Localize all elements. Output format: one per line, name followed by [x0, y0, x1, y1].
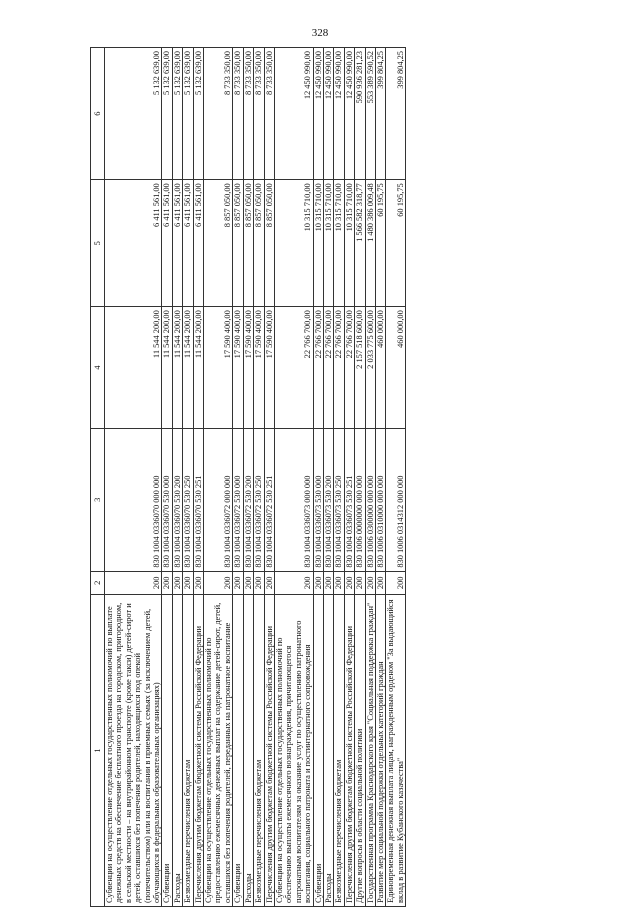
row-amount-col5-cell: 8 857 050,00 — [254, 180, 264, 307]
row-budget-classification-code-cell: 830 1006 0310000 000 000 — [375, 428, 385, 571]
row-name-cell: Субвенции — [162, 594, 172, 906]
row-amount-col5-cell: 60 195,75 — [375, 180, 385, 307]
row-budget-classification-code-cell: 830 1004 0336073 530 200 — [323, 428, 333, 571]
table-row — [254, 48, 264, 907]
row-admin-code-cell: 200 — [105, 571, 162, 594]
row-name-cell: Субвенции на осуществление отдельных государственных полномочий по выплате денежных средств на обеспечение бесплатного проезда на городском, пригородном, в сельской местности – на внутрирайонном транспорте (кроме такси) детей-сирот и детей, оставшихся без попечения родителей, находящихся под опекой (попечительством) или на воспитании в приемных семьях (за исключением детей, обучающихся в федеральных образовательных организациях) — [105, 594, 162, 906]
row-amount-col4-cell: 17 590 400,00 — [254, 307, 264, 429]
row-name-cell: Расходы — [243, 594, 253, 906]
row-name-cell: Развитие мер социальной поддержки отдельных категорий граждан — [375, 594, 385, 906]
row-amount-col4-cell: 11 544 200,00 — [172, 307, 182, 429]
table-row — [274, 48, 313, 907]
header-col-6: 6 — [91, 48, 105, 180]
table-row — [355, 48, 365, 907]
row-amount-col6-cell: 12 450 990,00 — [313, 48, 323, 180]
row-amount-col5-cell: 6 411 561,00 — [172, 180, 182, 307]
row-amount-col6-cell: 8 733 350,00 — [233, 48, 243, 180]
budget-table-container — [90, 47, 545, 907]
row-amount-col5-cell: 10 315 710,00 — [344, 180, 354, 307]
row-amount-col6-cell: 12 450 990,00 — [344, 48, 354, 180]
table-row — [365, 48, 375, 907]
row-amount-col5-cell: 10 315 710,00 — [274, 180, 313, 307]
row-amount-col4-cell: 11 544 200,00 — [183, 307, 193, 429]
row-name-cell: Перечисления другим бюджетам бюджетной системы Российской Федерации — [264, 594, 274, 906]
row-amount-col6-cell: 5 132 639,00 — [162, 48, 172, 180]
row-amount-col4-cell: 17 590 400,00 — [204, 307, 233, 429]
table-row — [162, 48, 172, 907]
table-row — [243, 48, 253, 907]
row-name-cell: Другие вопросы в области социальной политики — [355, 594, 365, 906]
row-budget-classification-code-cell: 830 1004 0336070 530 000 — [162, 428, 172, 571]
row-amount-col4-cell: 460 000,00 — [375, 307, 385, 429]
row-amount-col5-cell: 1 480 386 009,48 — [365, 180, 375, 307]
row-name-cell: Субвенции на осуществление отдельных государственных полномочий по обеспечению выплаты ежемесячного вознаграждения, причитающегося патронатным воспитателям за оказание услуг по осуществлению патронатного воспитания, социального патроната и постинтернатного сопровождения — [274, 594, 313, 906]
row-amount-col4-cell: 22 766 700,00 — [274, 307, 313, 429]
row-budget-classification-code-cell: 830 1006 0300000 000 000 — [365, 428, 375, 571]
row-amount-col6-cell: 5 132 639,00 — [193, 48, 203, 180]
row-budget-classification-code-cell: 830 1004 0336073 000 000 — [274, 428, 313, 571]
row-budget-classification-code-cell: 830 1004 0336072 530 250 — [254, 428, 264, 571]
row-amount-col5-cell: 10 315 710,00 — [334, 180, 344, 307]
row-admin-code-cell: 200 — [233, 571, 243, 594]
header-col-4: 4 — [91, 307, 105, 429]
row-budget-classification-code-cell: 830 1004 0336070 000 000 — [105, 428, 162, 571]
row-amount-col4-cell: 17 590 400,00 — [264, 307, 274, 429]
row-amount-col6-cell: 5 132 639,00 — [183, 48, 193, 180]
row-amount-col6-cell: 8 733 350,00 — [254, 48, 264, 180]
row-budget-classification-code-cell: 830 1004 0336070 530 250 — [183, 428, 193, 571]
row-admin-code-cell: 200 — [386, 571, 406, 594]
column-number-header — [91, 48, 105, 907]
row-amount-col5-cell: 8 857 050,00 — [233, 180, 243, 307]
row-admin-code-cell: 200 — [193, 571, 203, 594]
row-amount-col5-cell: 10 315 710,00 — [313, 180, 323, 307]
row-amount-col6-cell: 553 389 590,52 — [365, 48, 375, 180]
row-budget-classification-code-cell: 830 1006 0000000 000 000 — [355, 428, 365, 571]
row-admin-code-cell: 200 — [313, 571, 323, 594]
row-amount-col4-cell: 460 000,00 — [386, 307, 406, 429]
table-row — [233, 48, 243, 907]
table-row — [386, 48, 406, 907]
row-budget-classification-code-cell: 830 1006 0314312 000 000 — [386, 428, 406, 571]
row-amount-col6-cell: 12 450 990,00 — [323, 48, 333, 180]
row-budget-classification-code-cell: 830 1004 0336070 530 200 — [172, 428, 182, 571]
row-amount-col5-cell: 8 857 050,00 — [264, 180, 274, 307]
row-amount-col6-cell: 5 132 639,00 — [172, 48, 182, 180]
row-amount-col5-cell: 10 315 710,00 — [323, 180, 333, 307]
row-amount-col6-cell: 399 804,25 — [375, 48, 385, 180]
row-amount-col6-cell: 8 733 350,00 — [264, 48, 274, 180]
table-row — [172, 48, 182, 907]
row-amount-col4-cell: 22 766 700,00 — [334, 307, 344, 429]
row-name-cell: Безвозмездные перечисления бюджетам — [334, 594, 344, 906]
row-amount-col6-cell: 8 733 350,00 — [243, 48, 253, 180]
row-budget-classification-code-cell: 830 1004 0336072 530 200 — [243, 428, 253, 571]
row-amount-col4-cell: 2 033 775 600,00 — [365, 307, 375, 429]
row-name-cell: Субвенции на осуществление отдельных государственных полномочий по предоставлению ежемесячных денежных выплат на содержание детей-сирот, детей, оставшихся без попечения родителей, переданных на патронатное воспитание — [204, 594, 233, 906]
row-amount-col5-cell: 60 195,75 — [386, 180, 406, 307]
row-amount-col6-cell: 12 450 990,00 — [334, 48, 344, 180]
row-budget-classification-code-cell: 830 1004 0336072 530 251 — [264, 428, 274, 571]
header-col-5: 5 — [91, 180, 105, 307]
table-row — [105, 48, 162, 907]
row-admin-code-cell: 200 — [162, 571, 172, 594]
table-row — [264, 48, 274, 907]
row-amount-col4-cell: 22 766 700,00 — [344, 307, 354, 429]
page-number: 328 — [311, 27, 329, 39]
row-budget-classification-code-cell: 830 1004 0336073 530 250 — [334, 428, 344, 571]
row-name-cell: Расходы — [172, 594, 182, 906]
row-amount-col5-cell: 8 857 050,00 — [204, 180, 233, 307]
row-admin-code-cell: 200 — [243, 571, 253, 594]
row-amount-col5-cell: 8 857 050,00 — [243, 180, 253, 307]
row-amount-col4-cell: 2 157 518 600,00 — [355, 307, 365, 429]
row-budget-classification-code-cell: 830 1004 0336073 530 000 — [313, 428, 323, 571]
budget-table — [90, 47, 406, 907]
row-amount-col4-cell: 11 544 200,00 — [193, 307, 203, 429]
row-amount-col4-cell: 22 766 700,00 — [323, 307, 333, 429]
table-row — [313, 48, 323, 907]
row-admin-code-cell: 200 — [254, 571, 264, 594]
row-admin-code-cell: 200 — [183, 571, 193, 594]
row-admin-code-cell: 200 — [365, 571, 375, 594]
row-admin-code-cell: 200 — [264, 571, 274, 594]
row-admin-code-cell: 200 — [274, 571, 313, 594]
row-budget-classification-code-cell: 830 1004 0336070 530 251 — [193, 428, 203, 571]
row-name-cell: Расходы — [323, 594, 333, 906]
header-col-3: 3 — [91, 428, 105, 571]
row-amount-col6-cell: 8 733 350,00 — [204, 48, 233, 180]
row-admin-code-cell: 200 — [172, 571, 182, 594]
row-amount-col4-cell: 17 590 400,00 — [233, 307, 243, 429]
row-name-cell: Государственная программа Краснодарского края "Социальная поддержка граждан" — [365, 594, 375, 906]
row-name-cell: Перечисления другим бюджетам бюджетной системы Российской Федерации — [344, 594, 354, 906]
table-row — [204, 48, 233, 907]
row-name-cell: Безвозмездные перечисления бюджетам — [254, 594, 264, 906]
row-amount-col4-cell: 22 766 700,00 — [313, 307, 323, 429]
row-admin-code-cell: 200 — [204, 571, 233, 594]
header-col-1: 1 — [91, 594, 105, 906]
table-row — [334, 48, 344, 907]
row-admin-code-cell: 200 — [375, 571, 385, 594]
row-amount-col5-cell: 6 411 561,00 — [162, 180, 172, 307]
row-amount-col6-cell: 5 132 639,00 — [105, 48, 162, 180]
row-amount-col4-cell: 17 590 400,00 — [243, 307, 253, 429]
row-amount-col6-cell: 12 450 990,00 — [274, 48, 313, 180]
rotated-table-frame — [90, 47, 405, 907]
row-name-cell: Безвозмездные перечисления бюджетам — [183, 594, 193, 906]
row-amount-col6-cell: 590 936 281,23 — [355, 48, 365, 180]
table-row — [323, 48, 333, 907]
header-col-2: 2 — [91, 571, 105, 594]
table-body — [105, 48, 406, 907]
row-budget-classification-code-cell: 830 1004 0336072 530 000 — [233, 428, 243, 571]
table-row — [183, 48, 193, 907]
row-name-cell: Перечисления другим бюджетам бюджетной системы Российской Федерации — [193, 594, 203, 906]
row-name-cell: Субвенции — [313, 594, 323, 906]
table-row — [344, 48, 354, 907]
row-amount-col5-cell: 6 411 561,00 — [105, 180, 162, 307]
row-admin-code-cell: 200 — [355, 571, 365, 594]
row-amount-col4-cell: 11 544 200,00 — [162, 307, 172, 429]
row-admin-code-cell: 200 — [344, 571, 354, 594]
table-row — [193, 48, 203, 907]
row-admin-code-cell: 200 — [323, 571, 333, 594]
row-amount-col5-cell: 1 566 582 318,77 — [355, 180, 365, 307]
row-amount-col5-cell: 6 411 561,00 — [193, 180, 203, 307]
row-name-cell: Субвенции — [233, 594, 243, 906]
row-admin-code-cell: 200 — [334, 571, 344, 594]
row-budget-classification-code-cell: 830 1004 0336073 530 251 — [344, 428, 354, 571]
row-name-cell: Единовременная денежная выплата лицам, награжденным орденом "За выдающийся вклад в развитие Кубанского казачества" — [386, 594, 406, 906]
row-budget-classification-code-cell: 830 1004 0336072 000 000 — [204, 428, 233, 571]
row-amount-col5-cell: 6 411 561,00 — [183, 180, 193, 307]
row-amount-col6-cell: 399 804,25 — [386, 48, 406, 180]
row-amount-col4-cell: 11 544 200,00 — [105, 307, 162, 429]
table-row — [375, 48, 385, 907]
